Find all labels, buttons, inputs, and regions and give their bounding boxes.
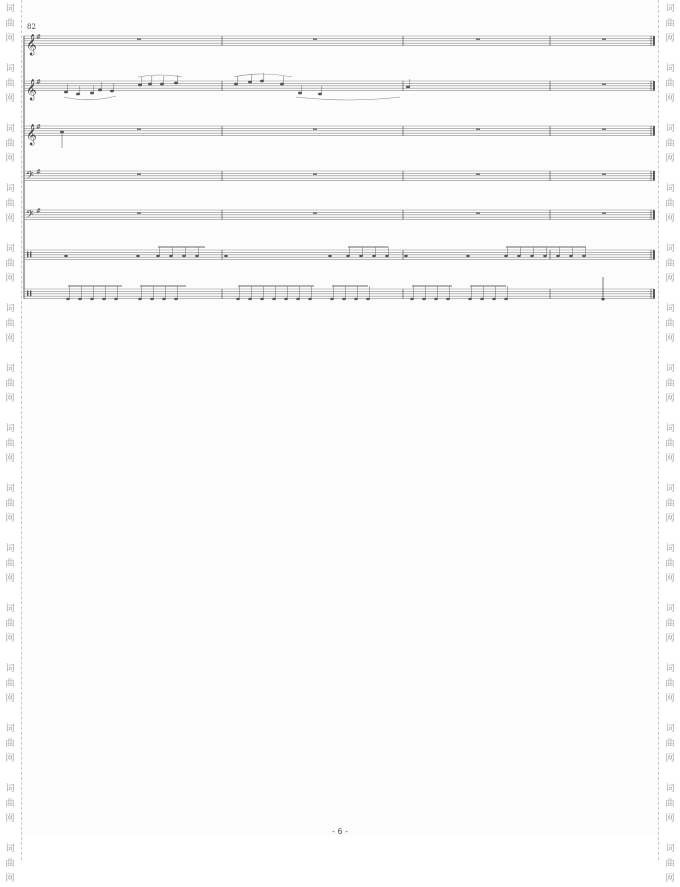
watermark-char: 词 [5, 244, 15, 254]
watermark-char: 词 [5, 124, 15, 134]
treble-clef: 𝄞 [26, 124, 37, 146]
note-head [138, 84, 142, 87]
watermark-char: 曲 [665, 859, 675, 869]
watermark-char: 曲 [5, 139, 15, 149]
watermark-char: 曲 [665, 199, 675, 209]
key-signature: # [36, 169, 42, 176]
watermark-char: 曲 [665, 379, 675, 389]
note-head [569, 255, 573, 257]
watermark-char: 词 [665, 484, 675, 494]
watermark-char: 网 [5, 874, 15, 884]
key-signature: # [36, 124, 42, 131]
note-head [195, 255, 199, 257]
watermark-char: 网 [5, 454, 15, 464]
watermark-char: 曲 [5, 19, 15, 29]
watermark-char: 网 [665, 574, 675, 584]
note-head [422, 298, 426, 300]
watermark-char: 网 [5, 574, 15, 584]
watermark-char: 曲 [5, 199, 15, 209]
watermark-char: 词 [5, 364, 15, 374]
note-head [601, 298, 605, 300]
watermark-char: 网 [665, 694, 675, 704]
watermark-char: 曲 [665, 619, 675, 629]
whole-rest [602, 173, 606, 175]
note-head [468, 298, 472, 300]
watermark-char: 曲 [5, 859, 15, 869]
note-head [284, 298, 288, 300]
slur [296, 97, 400, 100]
note-head [98, 89, 102, 92]
watermark-char: 曲 [5, 619, 15, 629]
watermark-char: 词 [665, 64, 675, 74]
watermark-char: 网 [5, 694, 15, 704]
whole-rest [602, 38, 606, 40]
page-number: - 6 - [332, 827, 348, 836]
note-head [530, 255, 534, 257]
watermark-char: 词 [665, 304, 675, 314]
watermark-char: 网 [665, 34, 675, 44]
note-head [504, 255, 508, 257]
watermark-char: 曲 [665, 259, 675, 269]
note-head [466, 255, 470, 257]
note-head [248, 81, 252, 84]
note-head [114, 298, 118, 300]
key-signature: # [36, 79, 42, 86]
whole-rest [476, 173, 480, 175]
watermark-char: 曲 [5, 559, 15, 569]
note-head [64, 255, 68, 257]
note-head [504, 298, 508, 300]
note-head [328, 255, 332, 257]
note-head [260, 80, 264, 83]
whole-rest [602, 212, 606, 214]
watermark-char: 词 [5, 724, 15, 734]
watermark-char: 曲 [665, 679, 675, 689]
watermark-char: 词 [5, 64, 15, 74]
note-head [182, 255, 186, 257]
watermark-char: 词 [665, 544, 675, 554]
watermark-char: 网 [5, 94, 15, 104]
watermark-char: 网 [5, 394, 15, 404]
watermark-char: 网 [665, 754, 675, 764]
note-head [90, 298, 94, 300]
watermark-char: 曲 [665, 799, 675, 809]
note-head [102, 298, 106, 300]
note-head [298, 92, 302, 95]
note-head [404, 255, 408, 257]
watermark-char: 词 [665, 184, 675, 194]
watermark-char: 网 [665, 334, 675, 344]
treble-clef: 𝄞 [26, 34, 37, 56]
watermark-char: 网 [5, 334, 15, 344]
measure-number: 82 [27, 23, 36, 31]
slur [138, 75, 182, 77]
note-head [64, 91, 68, 94]
watermark-char: 词 [5, 484, 15, 494]
note-head [150, 298, 154, 300]
watermark-char: 网 [665, 214, 675, 224]
slur [64, 96, 116, 100]
note-head [248, 298, 252, 300]
watermark-char: 网 [665, 94, 675, 104]
watermark-char: 曲 [5, 679, 15, 689]
watermark-char: 词 [665, 724, 675, 734]
watermark-char: 曲 [665, 559, 675, 569]
note-head [162, 298, 166, 300]
note-head [346, 255, 350, 257]
note-head [582, 255, 586, 257]
note-head [90, 92, 94, 95]
watermark-char: 词 [665, 4, 675, 14]
note-head [296, 298, 300, 300]
watermark-char: 曲 [665, 439, 675, 449]
note-head [160, 83, 164, 86]
note-head [385, 255, 389, 257]
slur [234, 74, 292, 77]
whole-rest [476, 38, 480, 40]
note-head [354, 298, 358, 300]
key-signature: # [36, 208, 42, 215]
watermark-char: 网 [665, 634, 675, 644]
watermark-char: 网 [5, 514, 15, 524]
note-head [136, 255, 140, 257]
watermark-char: 网 [5, 634, 15, 644]
watermark-char: 词 [5, 544, 15, 554]
note-head [174, 298, 178, 300]
watermark-char: 网 [665, 514, 675, 524]
note-head [174, 82, 178, 85]
watermark-char: 曲 [665, 79, 675, 89]
watermark-char: 网 [665, 814, 675, 824]
note-head [78, 298, 82, 300]
watermark-char: 网 [5, 34, 15, 44]
watermark-char: 曲 [665, 139, 675, 149]
watermark-char: 曲 [5, 379, 15, 389]
watermark-char: 曲 [5, 439, 15, 449]
percussion-clef [27, 291, 28, 297]
watermark-char: 词 [665, 424, 675, 434]
watermark-char: 网 [5, 274, 15, 284]
percussion-clef [27, 252, 28, 258]
percussion-clef [30, 291, 31, 297]
percussion-clef [30, 252, 31, 258]
whole-rest [313, 173, 317, 175]
watermark-char: 词 [5, 4, 15, 14]
note-head [359, 255, 363, 257]
key-signature: # [36, 34, 42, 41]
whole-rest [313, 128, 317, 130]
note-head [260, 298, 264, 300]
note-head [366, 298, 370, 300]
whole-rest [137, 173, 141, 175]
watermark-char: 词 [5, 784, 15, 794]
note-head [169, 255, 173, 257]
whole-rest [602, 83, 606, 85]
note-head [480, 298, 484, 300]
watermark-char: 曲 [5, 319, 15, 329]
note-head [556, 255, 560, 257]
bass-clef: 𝄢 [26, 208, 34, 223]
watermark-char: 曲 [665, 319, 675, 329]
note-head [110, 90, 114, 93]
watermark-char: 词 [665, 604, 675, 614]
whole-rest [602, 128, 606, 130]
note-head [492, 298, 496, 300]
note-head [234, 83, 238, 86]
watermark-char: 曲 [665, 499, 675, 509]
watermark-char: 网 [5, 754, 15, 764]
note-head [148, 83, 152, 86]
watermark-char: 词 [5, 604, 15, 614]
whole-rest [313, 38, 317, 40]
watermark-char: 曲 [665, 739, 675, 749]
watermark-char: 词 [665, 244, 675, 254]
note-head [543, 255, 547, 257]
whole-rest [313, 212, 317, 214]
watermark-char: 曲 [5, 259, 15, 269]
note-head [434, 298, 438, 300]
note-head [272, 298, 276, 300]
watermark-char: 网 [665, 454, 675, 464]
watermark-char: 词 [5, 844, 15, 854]
watermark-char: 词 [5, 664, 15, 674]
treble-clef: 𝄞 [26, 79, 37, 101]
note-head [406, 86, 410, 89]
whole-rest [137, 212, 141, 214]
watermark-char: 词 [5, 184, 15, 194]
note-head [236, 298, 240, 300]
watermark-char: 曲 [5, 739, 15, 749]
watermark-char: 词 [665, 664, 675, 674]
watermark-char: 词 [665, 364, 675, 374]
note-head [156, 255, 160, 257]
whole-rest [137, 38, 141, 40]
note-head [308, 298, 312, 300]
note-head [224, 255, 228, 257]
note-head [372, 255, 376, 257]
watermark-char: 曲 [5, 79, 15, 89]
watermark-char: 网 [665, 154, 675, 164]
watermark-char: 曲 [665, 19, 675, 29]
note-head [76, 93, 80, 96]
watermark-char: 词 [665, 124, 675, 134]
watermark-char: 曲 [5, 499, 15, 509]
watermark-char: 词 [5, 304, 15, 314]
watermark-char: 词 [5, 424, 15, 434]
watermark-char: 网 [665, 874, 675, 884]
watermark-char: 词 [665, 844, 675, 854]
bass-clef: 𝄢 [26, 169, 34, 184]
watermark-char: 词 [665, 784, 675, 794]
whole-rest [476, 128, 480, 130]
watermark-char: 曲 [5, 799, 15, 809]
watermark-char: 网 [665, 274, 675, 284]
note-head [446, 298, 450, 300]
whole-rest [476, 212, 480, 214]
note-head [342, 298, 346, 300]
watermark-char: 网 [665, 394, 675, 404]
note-head [66, 298, 70, 300]
note-head [280, 83, 284, 86]
note-head [318, 93, 322, 96]
note-head [517, 255, 521, 257]
note-head [330, 298, 334, 300]
note-head [410, 298, 414, 300]
note-head [138, 298, 142, 300]
watermark-char: 网 [5, 214, 15, 224]
whole-rest [137, 128, 141, 130]
watermark-char: 网 [5, 814, 15, 824]
watermark-char: 网 [5, 154, 15, 164]
